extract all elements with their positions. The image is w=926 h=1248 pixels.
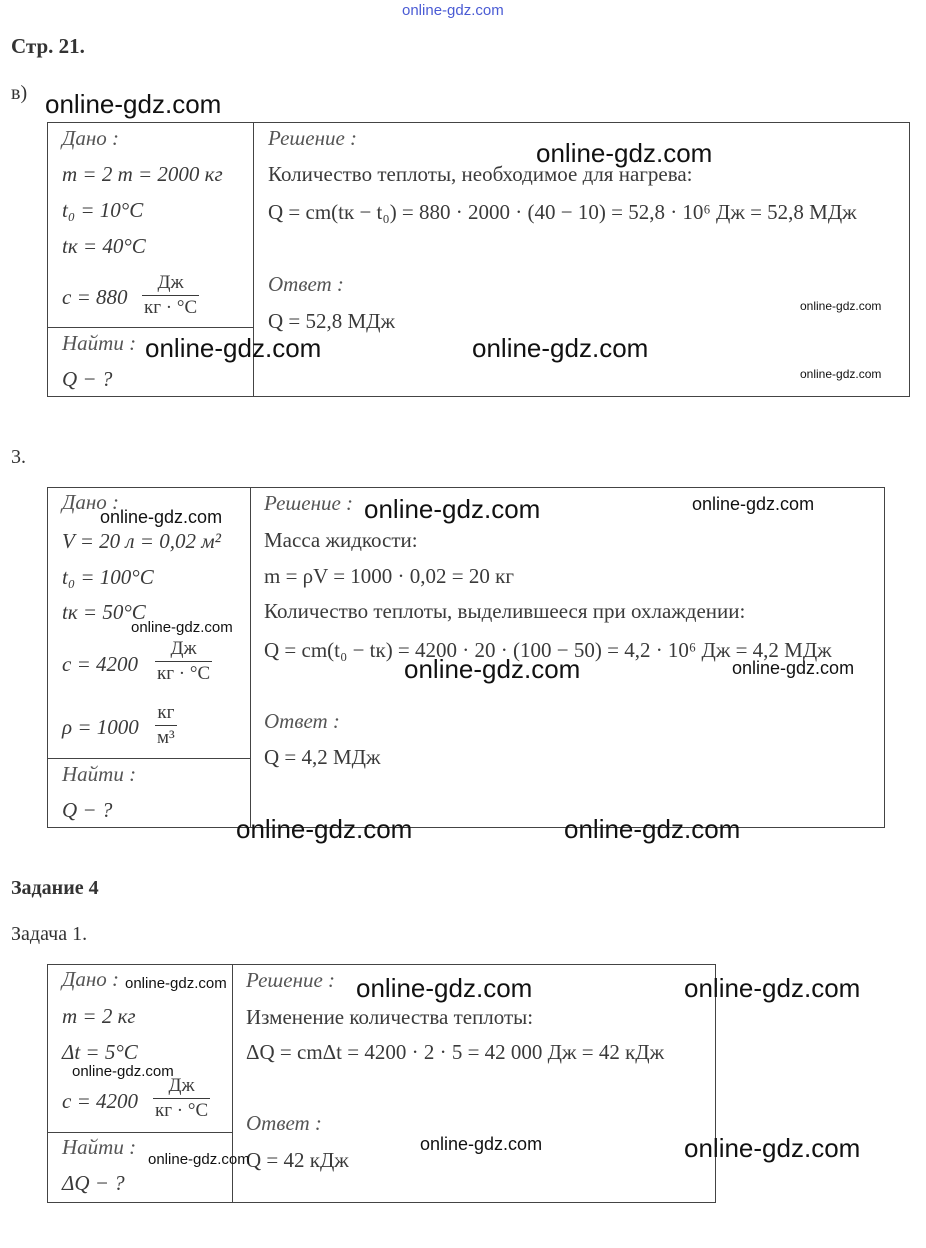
- rho-unit-fraction: [155, 702, 177, 749]
- given-mass: m = 2 кг: [62, 1004, 136, 1028]
- task-4-title: Задание 4: [11, 877, 99, 899]
- solution-heading: Решение :: [264, 491, 354, 515]
- solution-line: Количество теплоты, выделившееся при охлаждении:: [264, 599, 746, 623]
- fraction-numerator: Дж: [168, 1075, 195, 1096]
- solution-heading: Решение :: [268, 126, 358, 150]
- table-divider: [47, 758, 250, 759]
- watermark: online-gdz.com: [72, 1063, 174, 1080]
- watermark: online-gdz.com: [800, 367, 882, 381]
- answer-value: Q = 42 кДж: [246, 1148, 349, 1172]
- fraction-numerator: Дж: [157, 272, 184, 293]
- given-c: c = 4200: [62, 1089, 138, 1113]
- given-volume: V = 20 л = 0,02 м²: [62, 529, 221, 553]
- watermark: online-gdz.com: [732, 658, 855, 678]
- find-heading: Найти :: [62, 331, 137, 355]
- watermark: online-gdz.com: [564, 814, 741, 844]
- find-heading: Найти :: [62, 762, 137, 786]
- table-divider: [250, 487, 251, 827]
- watermark: online-gdz.com: [236, 814, 413, 844]
- given-t0: t₀ = 10°C: [62, 198, 144, 222]
- fraction-denominator: кг · °С: [144, 297, 198, 318]
- find-value: ΔQ − ?: [62, 1171, 125, 1195]
- given-heading: Дано :: [62, 967, 120, 991]
- watermark: online-gdz.com: [145, 333, 322, 363]
- fraction-denominator: кг · °С: [157, 663, 211, 684]
- given-delta-t: Δt = 5°C: [62, 1040, 138, 1064]
- given-c: c = 880: [62, 285, 128, 309]
- watermark: online-gdz.com: [125, 975, 227, 992]
- c-unit-fraction: [142, 272, 199, 319]
- watermark: online-gdz.com: [356, 973, 533, 1003]
- task-4-subtitle: Задача 1.: [11, 923, 88, 945]
- given-heading: Дано :: [62, 126, 120, 150]
- watermark: online-gdz.com: [692, 494, 815, 514]
- watermark: online-gdz.com: [131, 619, 233, 636]
- section-v-label: в): [11, 82, 28, 104]
- section-3-label: 3.: [11, 446, 26, 468]
- watermark: online-gdz.com: [404, 654, 581, 684]
- watermark: online-gdz.com: [684, 973, 861, 1003]
- watermark: online-gdz.com: [536, 138, 713, 168]
- answer-heading: Ответ :: [268, 272, 344, 296]
- answer-heading: Ответ :: [264, 709, 340, 733]
- answer-value: Q = 4,2 МДж: [264, 745, 381, 769]
- find-heading: Найти :: [62, 1135, 137, 1159]
- table-divider: [47, 1132, 232, 1133]
- given-density: ρ = 1000: [62, 715, 139, 739]
- answer-heading: Ответ :: [246, 1111, 322, 1135]
- given-mass: m = 2 т = 2000 кг: [62, 162, 223, 186]
- watermark: online-gdz.com: [472, 333, 649, 363]
- given-t0: t₀ = 100°C: [62, 565, 154, 589]
- page-label: Стр. 21.: [11, 34, 85, 58]
- fraction-denominator: м³: [157, 727, 175, 748]
- answer-value: Q = 52,8 МДж: [268, 309, 396, 333]
- find-value: Q − ?: [62, 798, 113, 822]
- given-heading: Дано :: [62, 490, 120, 514]
- watermark: online-gdz.com: [800, 299, 882, 313]
- fraction-numerator: кг: [157, 702, 175, 723]
- solution-heading: Решение :: [246, 968, 336, 992]
- solution-line: Изменение количества теплоты:: [246, 1005, 534, 1029]
- find-value: Q − ?: [62, 367, 113, 391]
- given-tk: tк = 40°C: [62, 234, 146, 258]
- watermark: online-gdz.com: [148, 1151, 250, 1168]
- solution-formula: ΔQ = cmΔt = 4200 · 2 · 5 = 42 000 Дж = 42 кДж: [246, 1040, 665, 1064]
- solution-formula: Q = cm(t₀ − tк) = 4200 · 20 · (100 − 50) = 4,2 · 10⁶ Дж = 4,2 МДж: [264, 638, 832, 662]
- given-tk: tк = 50°C: [62, 600, 146, 624]
- solution-formula: Q = cm(tк − t₀) = 880 · 2000 · (40 − 10) = 52,8 · 10⁶ Дж = 52,8 МДж: [268, 200, 857, 224]
- watermark: online-gdz.com: [100, 507, 223, 527]
- fraction-denominator: кг · °С: [155, 1100, 209, 1121]
- watermark: online-gdz.com: [364, 494, 541, 524]
- table-divider: [47, 327, 253, 328]
- solution-line: Масса жидкости:: [264, 528, 418, 552]
- fraction-numerator: Дж: [170, 638, 197, 659]
- solution-formula: m = ρV = 1000 · 0,02 = 20 кг: [264, 564, 514, 588]
- solution-line: Количество теплоты, необходимое для нагрева:: [268, 162, 693, 186]
- c-unit-fraction: [153, 1075, 210, 1122]
- watermark: online-gdz.com: [684, 1133, 861, 1163]
- watermark: online-gdz.com: [420, 1134, 543, 1154]
- site-header-link[interactable]: online-gdz.com: [402, 2, 504, 19]
- given-c: c = 4200: [62, 652, 138, 676]
- c-unit-fraction: [155, 638, 212, 685]
- watermark: online-gdz.com: [45, 89, 222, 119]
